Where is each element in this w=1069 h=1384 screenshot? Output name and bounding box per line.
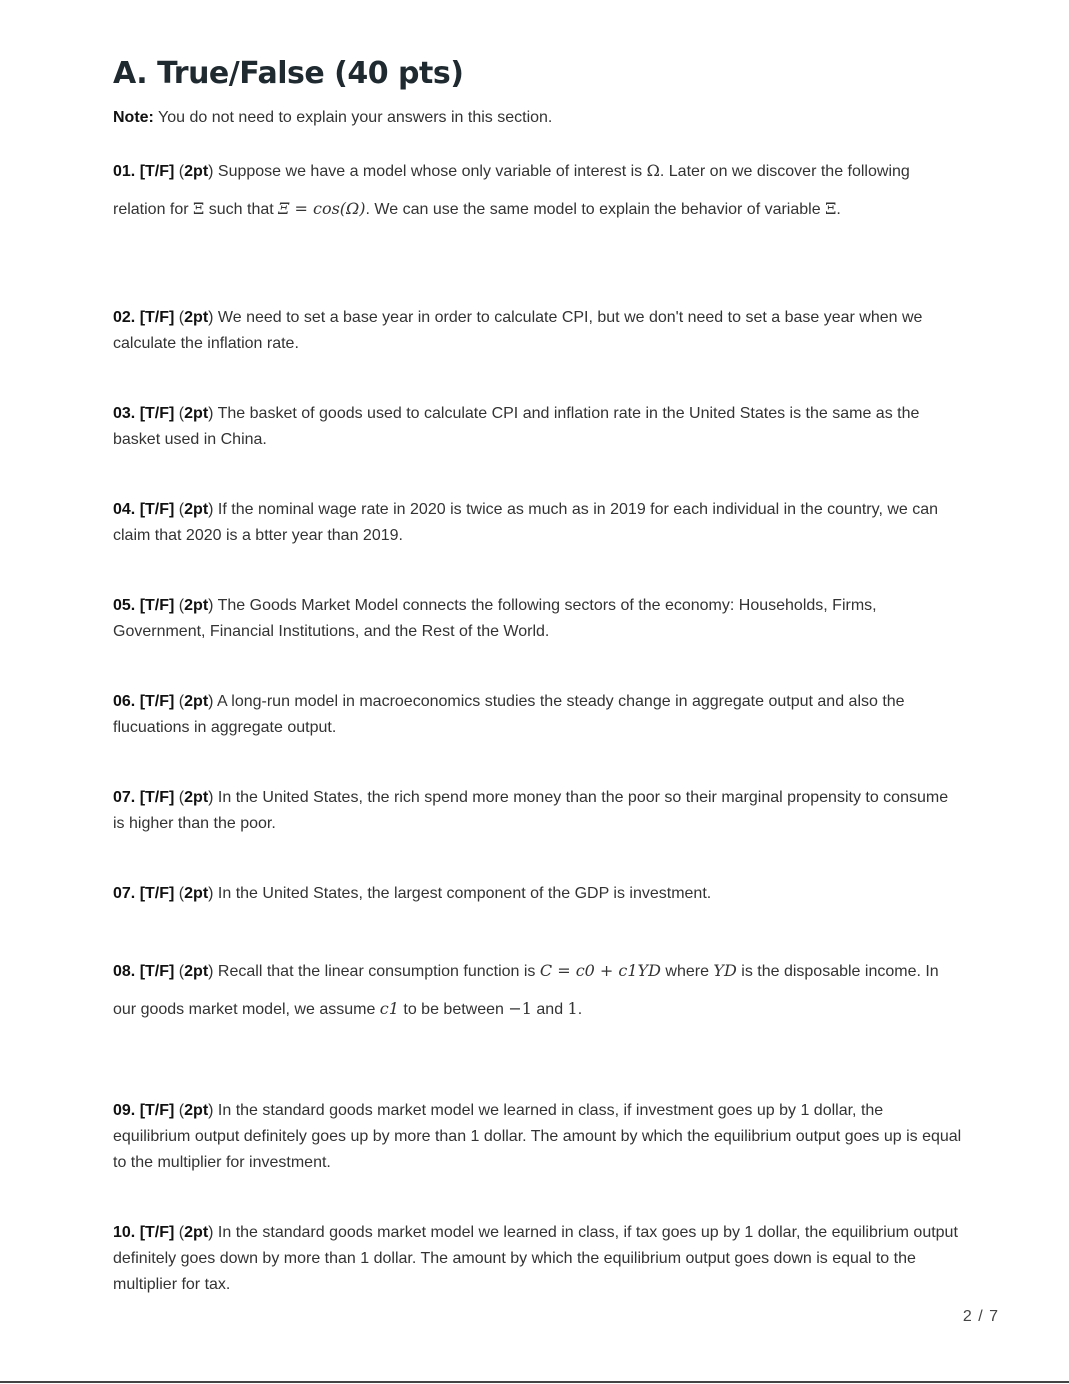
question-04: 04. [T/F] (2pt) If the nominal wage rate in 2020 is twice as much as in 2019 for each individual in the country, we can claim that 2020 is a btter year than 2019. [113,501,939,544]
question-07b: 07. [T/F] (2pt) In the United States, the largest component of the GDP is investment. [113,885,712,902]
math-yd: YD [713,961,737,980]
question-tf-tag: [T/F] [139,789,175,806]
math-equation: C = c0 + c1YD [539,961,661,980]
question-text: . We can use the same model to explain the behavior of variable [365,201,826,218]
question-text: and [531,1001,568,1018]
question-text: The basket of goods used to calculate CPI and inflation rate in the United States is the same as the basket used in China. [113,405,920,448]
question-points: 2pt [184,789,209,806]
question-tf-tag: [T/F] [139,1102,175,1119]
question-text: . [836,201,841,218]
question-tf-tag: [T/F] [139,501,175,518]
question-points: 2pt [184,693,209,710]
question-text: In the standard goods market model we learned in class, if investment goes up by 1 dollar, the equilibrium output definitely goes up by more than 1 dollar. The amount by which the equilibrium output goes up is equal to the multiplier for investment. [113,1102,962,1171]
question-points: 2pt [184,1102,209,1119]
question-01: 01. [T/F] (2pt) Suppose we have a model whose only variable of interest is Ω. Later on we discover the following relation for Ξ such that Ξ = cos(Ω). We can use the same model to explain the behavior of variable Ξ. [113,161,910,218]
question-tf-tag: [T/F] [139,405,175,422]
question-number: 08. [113,963,136,980]
question-number: 02. [113,309,136,326]
math-c1: c1 [379,999,399,1018]
question-tf-tag: [T/F] [139,693,175,710]
question-text: where [660,963,714,980]
question-10: 10. [T/F] (2pt) In the standard goods market model we learned in class, if tax goes up by 1 dollar, the equilibrium output definitely goes down by more than 1 dollar. The amount by which the equilibrium output goes down is equal to the multiplier for tax. [113,1224,958,1293]
math-one: 1 [567,999,578,1018]
question-09: 09. [T/F] (2pt) In the standard goods market model we learned in class, if investment goes up by 1 dollar, the equilibrium output definitely goes up by more than 1 dollar. The amount by which the equilibrium output goes up is equal to the multiplier for investment. [113,1102,962,1171]
question-number: 05. [113,597,136,614]
question-text: We need to set a base year in order to calculate CPI, but we don't need to set a base year when we calculate the inflation rate. [113,309,923,352]
question-points: 2pt [184,963,209,980]
math-xi: Ξ [825,199,837,218]
question-number: 04. [113,501,136,518]
math-xi: Ξ [193,199,205,218]
math-omega: Ω [646,161,660,180]
question-points: 2pt [184,1224,209,1241]
question-number: 01. [113,163,136,180]
question-07: 07. [T/F] (2pt) In the United States, the rich spend more money than the poor so their marginal propensity to consume is higher than the poor. [113,789,949,832]
question-text: such that [204,201,279,218]
question-points: 2pt [184,163,209,180]
question-tf-tag: [T/F] [139,309,175,326]
question-tf-tag: [T/F] [139,163,175,180]
question-text: If the nominal wage rate in 2020 is twice as much as in 2019 for each individual in the country, we can claim that 2020 is a btter year than 2019. [113,501,939,544]
note-label: Note: [113,109,154,126]
question-number: 07. [113,885,136,902]
question-points: 2pt [184,405,209,422]
question-points: 2pt [184,309,209,326]
question-06: 06. [T/F] (2pt) A long-run model in macroeconomics studies the steady change in aggregate output and also the flucuations in aggregate output. [113,693,905,736]
question-text: Suppose we have a model whose only variable of interest is [213,163,647,180]
question-points: 2pt [184,501,209,518]
section-title: A. True/False (40 pts) [113,56,464,91]
question-text: . Later on we discover the following relation for [113,163,910,218]
question-02: 02. [T/F] (2pt) We need to set a base year in order to calculate CPI, but we don't need to set a base year when we calculate the inflation rate. [113,309,923,352]
question-number: 03. [113,405,136,422]
math-neg-one: −1 [508,999,532,1018]
question-text: In the United States, the rich spend more money than the poor so their marginal propensity to consume is higher than the poor. [113,789,949,832]
question-text: to be between [398,1001,509,1018]
question-text: is the disposable income. In our goods market model, we assume [113,963,939,1018]
question-tf-tag: [T/F] [139,885,175,902]
question-text: . [577,1001,583,1018]
question-number: 06. [113,693,136,710]
question-08: 08. [T/F] (2pt) Recall that the linear consumption function is C = c0 + c1YD where YD is the disposable income. In our goods market model, we assume c1 to be between −1 and 1. [113,961,939,1018]
question-05: 05. [T/F] (2pt) The Goods Market Model connects the following sectors of the economy: Households, Firms, Government, Financial Institutions, and the Rest of the World. [113,597,877,640]
question-number: 10. [113,1224,136,1241]
section-note [113,109,552,127]
question-tf-tag: [T/F] [139,597,175,614]
question-points: 2pt [184,597,209,614]
question-text: Recall that the linear consumption function is [213,963,540,980]
question-tf-tag: [T/F] [139,1224,175,1241]
question-text: In the United States, the largest component of the GDP is investment. [213,885,712,902]
question-text: The Goods Market Model connects the following sectors of the economy: Households, Firms, Government, Financial Institutions, and the Rest of the World. [113,597,877,640]
question-number: 07. [113,789,136,806]
math-equation: Ξ = cos(Ω) [278,199,366,218]
question-points: 2pt [184,885,209,902]
question-text: A long-run model in macroeconomics studies the steady change in aggregate output and also the flucuations in aggregate output. [113,693,905,736]
page-bottom-divider [0,1381,1069,1383]
page-number: 2 / 7 [962,1308,999,1325]
question-number: 09. [113,1102,136,1119]
note-text: You do not need to explain your answers in this section. [153,109,553,126]
question-text: In the standard goods market model we learned in class, if tax goes up by 1 dollar, the equilibrium output definitely goes down by more than 1 dollar. The amount by which the equilibrium output goes down is equal to the multiplier for tax. [113,1224,958,1293]
question-03: 03. [T/F] (2pt) The basket of goods used to calculate CPI and inflation rate in the United States is the same as the basket used in China. [113,405,920,448]
question-tf-tag: [T/F] [139,963,175,980]
